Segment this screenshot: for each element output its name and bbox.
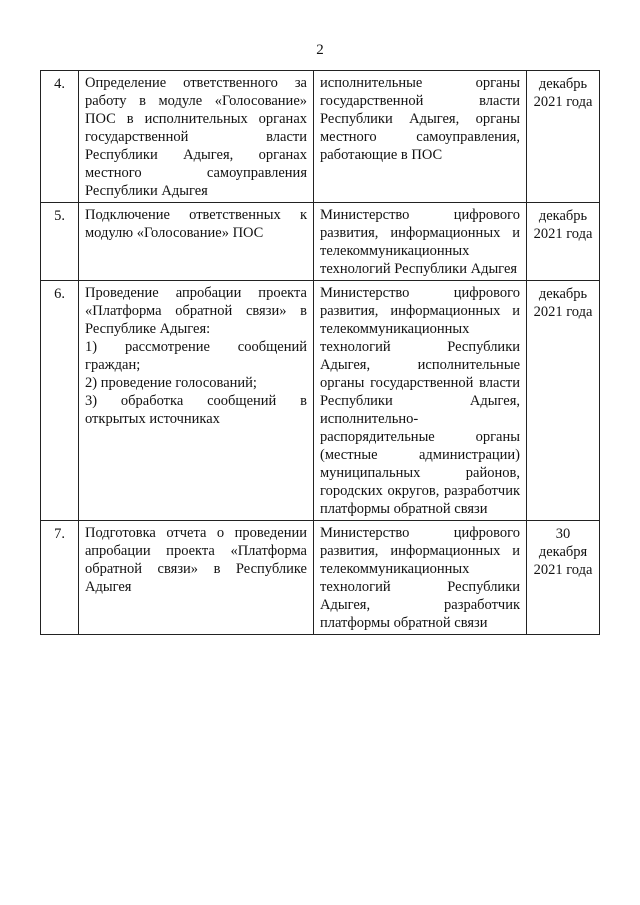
executor-cell: Министерство цифрового развития, информационных и телекоммуникационных технологий Республики Адыгея, исполнительные органы государственной власти Республики Адыгея, исполнительно-распорядительные органы (местные администрации) муниципальных районов, городских округов, разработчик платформы обратной связи <box>314 281 527 521</box>
task-intro: Проведение апробации проекта «Платформа обратной связи» в Республике Адыгея: <box>85 285 307 337</box>
task-item: 3) обработка сообщений в открытых источниках <box>85 393 307 427</box>
plan-table <box>40 70 600 635</box>
deadline-cell: 30 декабря 2021 года <box>527 521 600 635</box>
row-number: 7. <box>41 521 79 635</box>
table-row <box>41 521 600 635</box>
task-cell: Определение ответственного за работу в модуле «Голосование» ПОС в исполнительных органах государственной власти Республики Адыгея, органах местного самоуправления Республики Адыгея <box>79 71 314 203</box>
row-number: 4. <box>41 71 79 203</box>
task-cell: Подготовка отчета о проведении апробации проекта «Платформа обратной связи» в Республике Адыгея <box>79 521 314 635</box>
deadline-cell: декабрь 2021 года <box>527 203 600 281</box>
deadline-cell: декабрь 2021 года <box>527 71 600 203</box>
row-number: 5. <box>41 203 79 281</box>
row-number: 6. <box>41 281 79 521</box>
executor-cell: Министерство цифрового развития, информационных и телекоммуникационных технологий Республики Адыгея, разработчик платформы обратной связи <box>314 521 527 635</box>
table-row <box>41 281 600 521</box>
page-number: 2 <box>316 42 324 58</box>
table-row <box>41 203 600 281</box>
table-row <box>41 71 600 203</box>
task-item: 1) рассмотрение сообщений граждан; <box>85 339 307 373</box>
task-item: 2) проведение голосований; <box>85 375 257 391</box>
task-cell: Подключение ответственных к модулю «Голосование» ПОС <box>79 203 314 281</box>
executor-cell: Министерство цифрового развития, информационных и телекоммуникационных технологий Республики Адыгея <box>314 203 527 281</box>
task-cell <box>79 281 314 521</box>
deadline-cell: декабрь 2021 года <box>527 281 600 521</box>
executor-cell: исполнительные органы государственной власти Республики Адыгея, органы местного самоуправления, работающие в ПОС <box>314 71 527 203</box>
